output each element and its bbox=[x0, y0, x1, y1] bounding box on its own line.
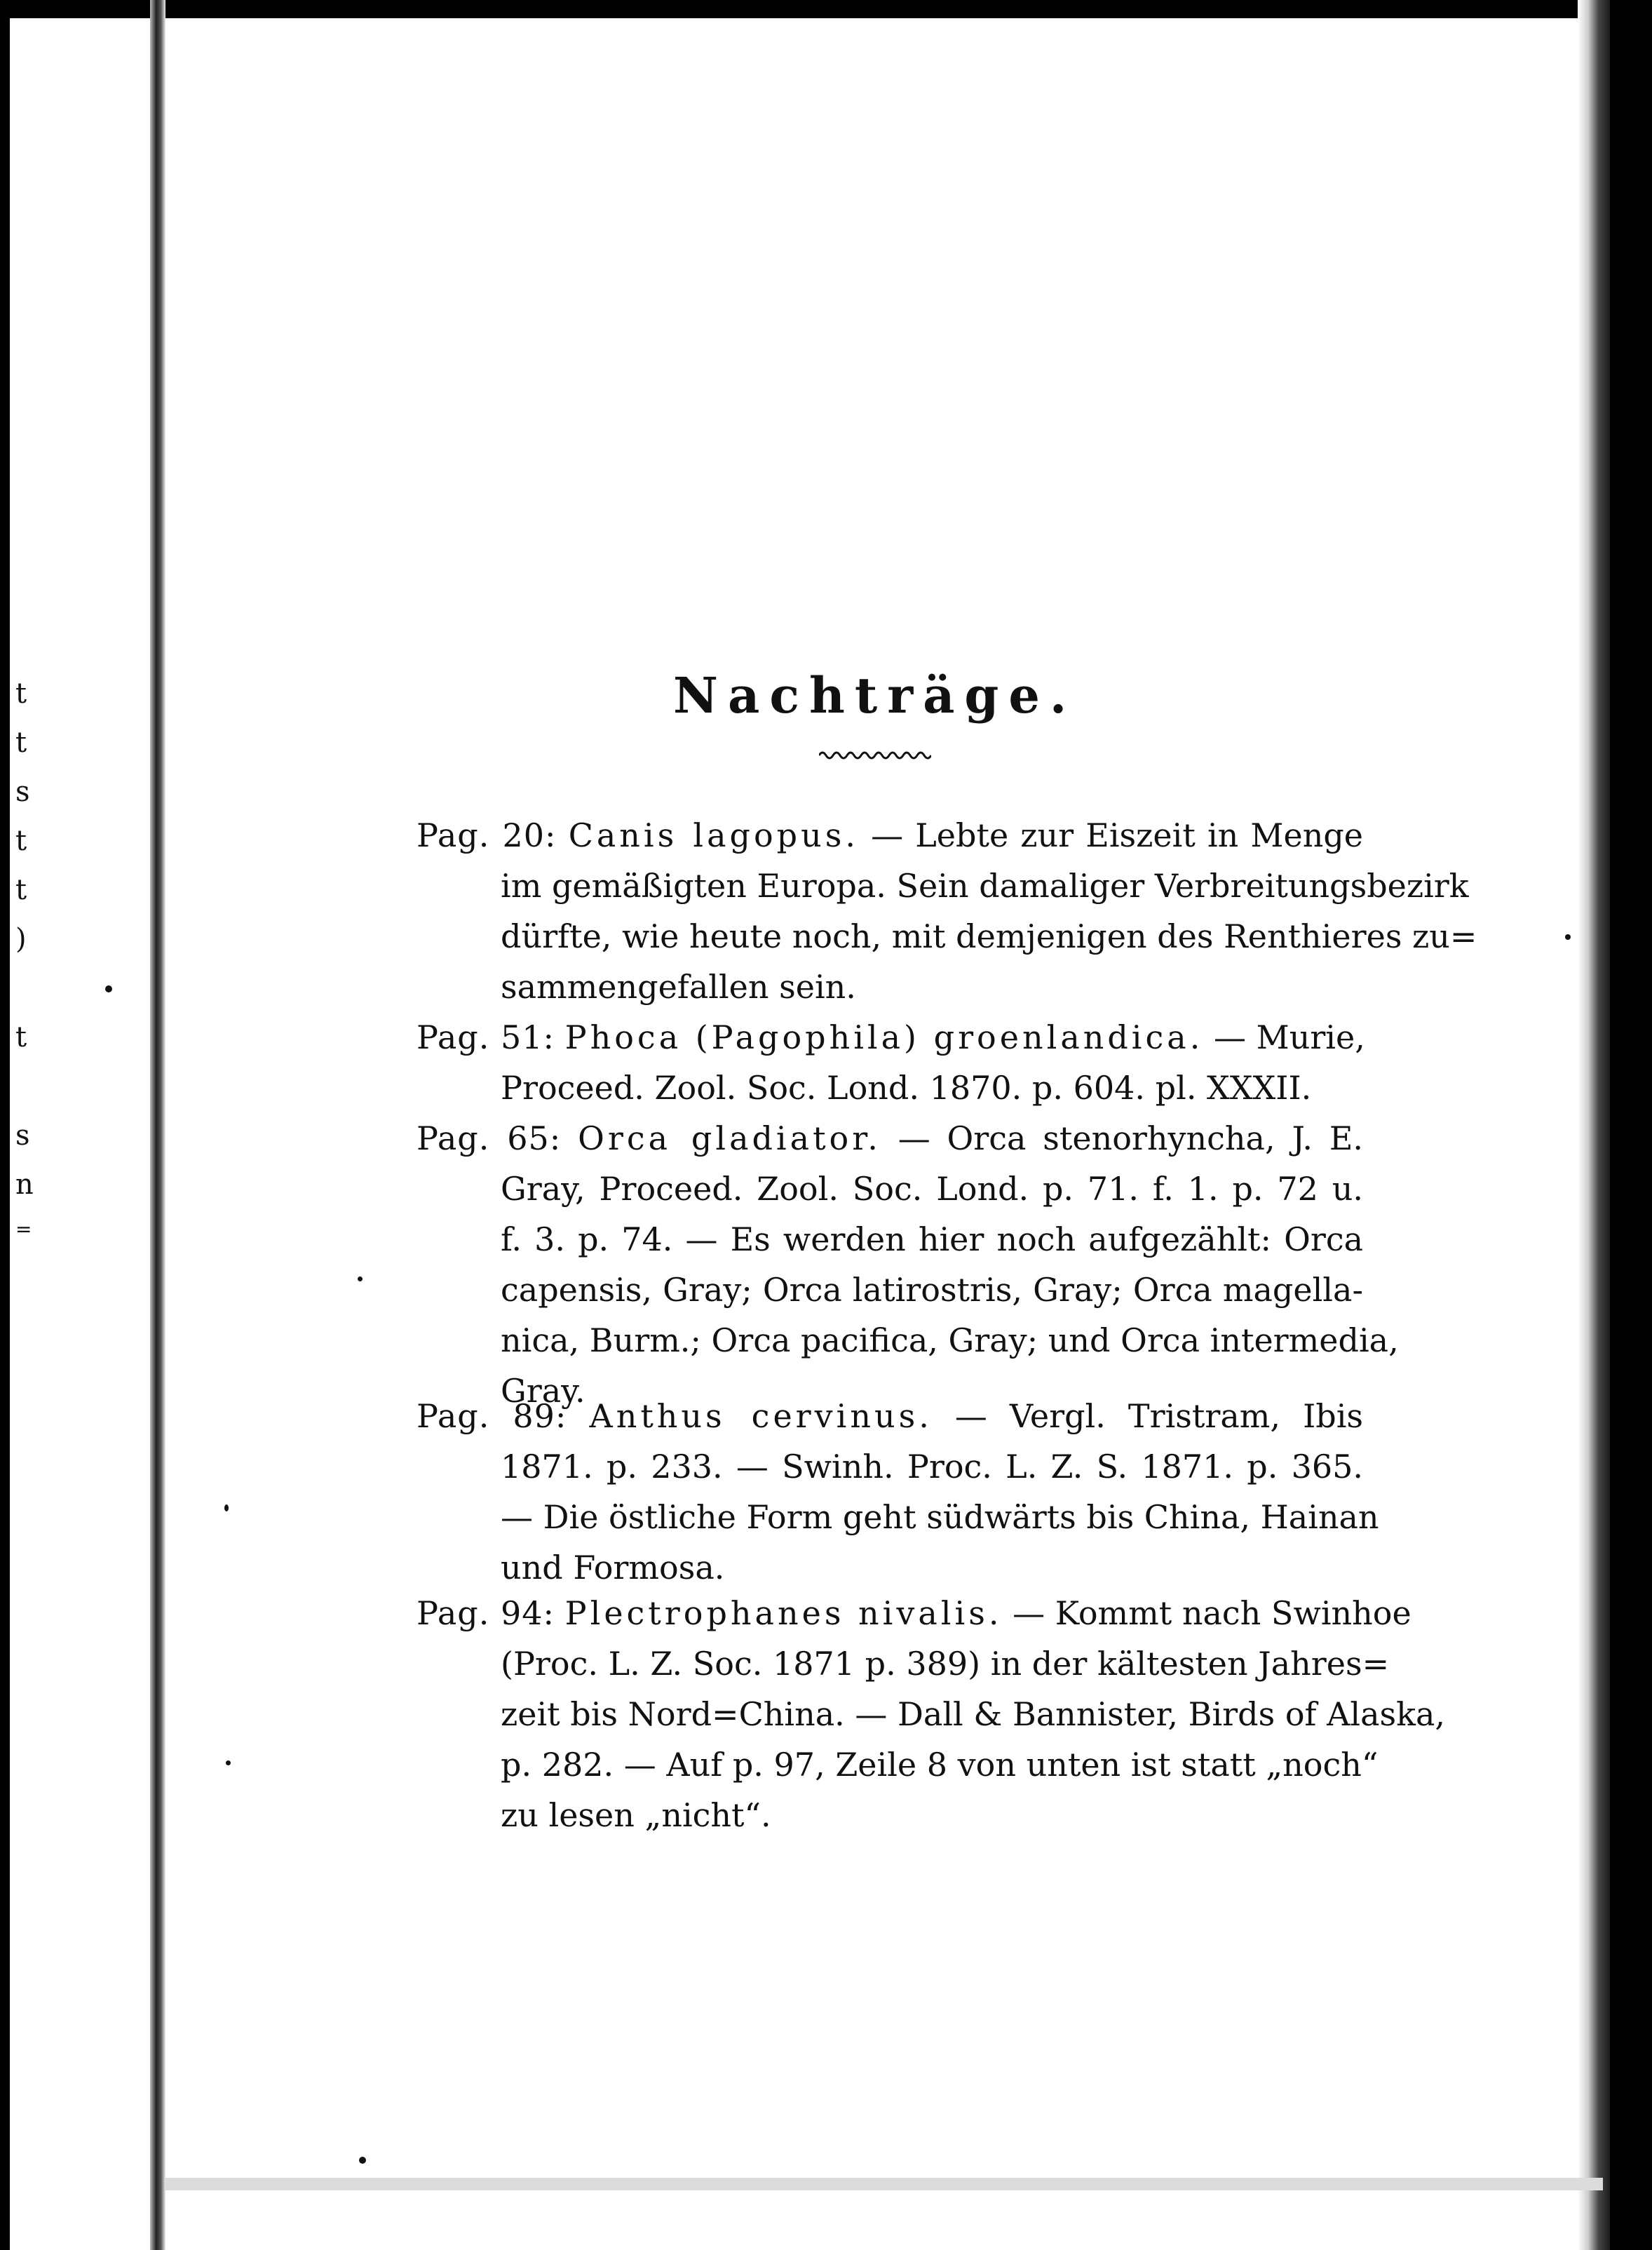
species-name: Orca gladiator. bbox=[578, 1119, 881, 1157]
margin-char: n bbox=[15, 1168, 34, 1201]
entry-text: — Vergl. Tristram, Ibis bbox=[954, 1397, 1364, 1435]
entry-first-line bbox=[417, 1113, 1363, 1164]
ink-speck bbox=[105, 985, 112, 992]
addendum-entry bbox=[417, 1012, 1363, 1113]
page-reference: Pag. 51: bbox=[417, 1018, 555, 1056]
margin-char: ) bbox=[15, 923, 27, 955]
entry-line: zeit bis Nord=China. — Dall & Bannister, Birds of Alaska, bbox=[501, 1695, 1446, 1733]
entry-line: zu lesen „nicht“. bbox=[501, 1796, 771, 1834]
entry-line: (Proc. L. Z. Soc. 1871 p. 389) in der kältesten Jahres= bbox=[501, 1645, 1390, 1683]
margin-char: t bbox=[15, 874, 27, 906]
page-edge-right bbox=[1578, 0, 1613, 2250]
ink-speck bbox=[224, 1504, 229, 1511]
entry-line: Proceed. Zool. Soc. Lond. 1870. p. 604. pl. XXXII. bbox=[501, 1069, 1312, 1107]
species-name: Plectrophanes nivalis. bbox=[564, 1594, 1003, 1632]
book-gutter bbox=[150, 0, 165, 2250]
margin-char: t bbox=[15, 825, 27, 857]
margin-char: s bbox=[15, 776, 30, 808]
page-reference: Pag. 94: bbox=[417, 1594, 555, 1632]
margin-char: t bbox=[15, 678, 27, 710]
entry-line: Gray, Proceed. Zool. Soc. Lond. p. 71. f. 1. p. 72 u. bbox=[501, 1170, 1363, 1208]
page-reference: Pag. 65: bbox=[417, 1119, 562, 1157]
page-reference: Pag. 20: bbox=[417, 816, 557, 854]
scan-border-top bbox=[0, 0, 1652, 18]
entry-line: Gray. bbox=[501, 1372, 585, 1410]
entry-line: nica, Burm.; Orca pacifica, Gray; und Orca intermedia, bbox=[501, 1321, 1399, 1359]
wavy-rule-ornament bbox=[819, 745, 931, 766]
entry-text: — Murie, bbox=[1213, 1018, 1365, 1056]
entry-text: — Lebte zur Eiszeit in Menge bbox=[871, 816, 1364, 854]
scan-border-left bbox=[0, 0, 10, 2250]
entry-line: — Die östliche Form geht südwärts bis China, Hainan bbox=[501, 1498, 1379, 1536]
entry-text: — Orca stenorhyncha, J. E. bbox=[898, 1119, 1364, 1157]
ink-speck bbox=[358, 1276, 363, 1281]
entry-line: und Formosa. bbox=[501, 1549, 725, 1587]
species-name: Phoca (Pagophila) groenlandica. bbox=[564, 1018, 1204, 1056]
margin-char: t bbox=[15, 727, 27, 759]
entry-line: p. 282. — Auf p. 97, Zeile 8 von unten ist statt „noch“ bbox=[501, 1746, 1379, 1784]
entry-text: — Kommt nach Swinhoe bbox=[1013, 1594, 1411, 1632]
page-reference: Pag. 89: bbox=[417, 1397, 567, 1435]
entry-first-line bbox=[417, 1012, 1363, 1063]
page-edge-bottom bbox=[165, 2178, 1603, 2190]
entry-line: f. 3. p. 74. — Es werden hier noch aufgezählt: Orca bbox=[501, 1220, 1363, 1258]
page-title: Nachträge. bbox=[673, 666, 1077, 725]
margin-char: s bbox=[15, 1119, 30, 1152]
margin-char: t bbox=[15, 1021, 27, 1053]
ink-speck bbox=[359, 2157, 366, 2164]
species-name: Anthus cervinus. bbox=[589, 1397, 933, 1435]
facing-page-edge bbox=[10, 18, 150, 2249]
addendum-entry bbox=[417, 1391, 1379, 1593]
entry-line: im gemäßigten Europa. Sein damaliger Verbreitungsbezirk bbox=[501, 867, 1469, 905]
margin-char: = bbox=[15, 1218, 32, 1241]
entry-first-line bbox=[417, 1391, 1363, 1441]
entry-first-line bbox=[417, 1588, 1411, 1638]
addendum-entry bbox=[417, 1588, 1446, 1840]
entry-line: sammengefallen sein. bbox=[501, 968, 856, 1006]
entry-line: capensis, Gray; Orca latirostris, Gray; Orca magella- bbox=[501, 1271, 1363, 1309]
scan-border-right bbox=[1610, 0, 1652, 2250]
entry-first-line bbox=[417, 810, 1363, 861]
entry-line: 1871. p. 233. — Swinh. Proc. L. Z. S. 1871. p. 365. bbox=[501, 1448, 1363, 1486]
ink-speck bbox=[1565, 934, 1571, 940]
addendum-entry bbox=[417, 810, 1477, 1012]
entry-line: dürfte, wie heute noch, mit demjenigen des Renthieres zu= bbox=[501, 917, 1477, 955]
species-name: Canis lagopus. bbox=[568, 816, 859, 854]
ink-speck bbox=[226, 1760, 231, 1765]
